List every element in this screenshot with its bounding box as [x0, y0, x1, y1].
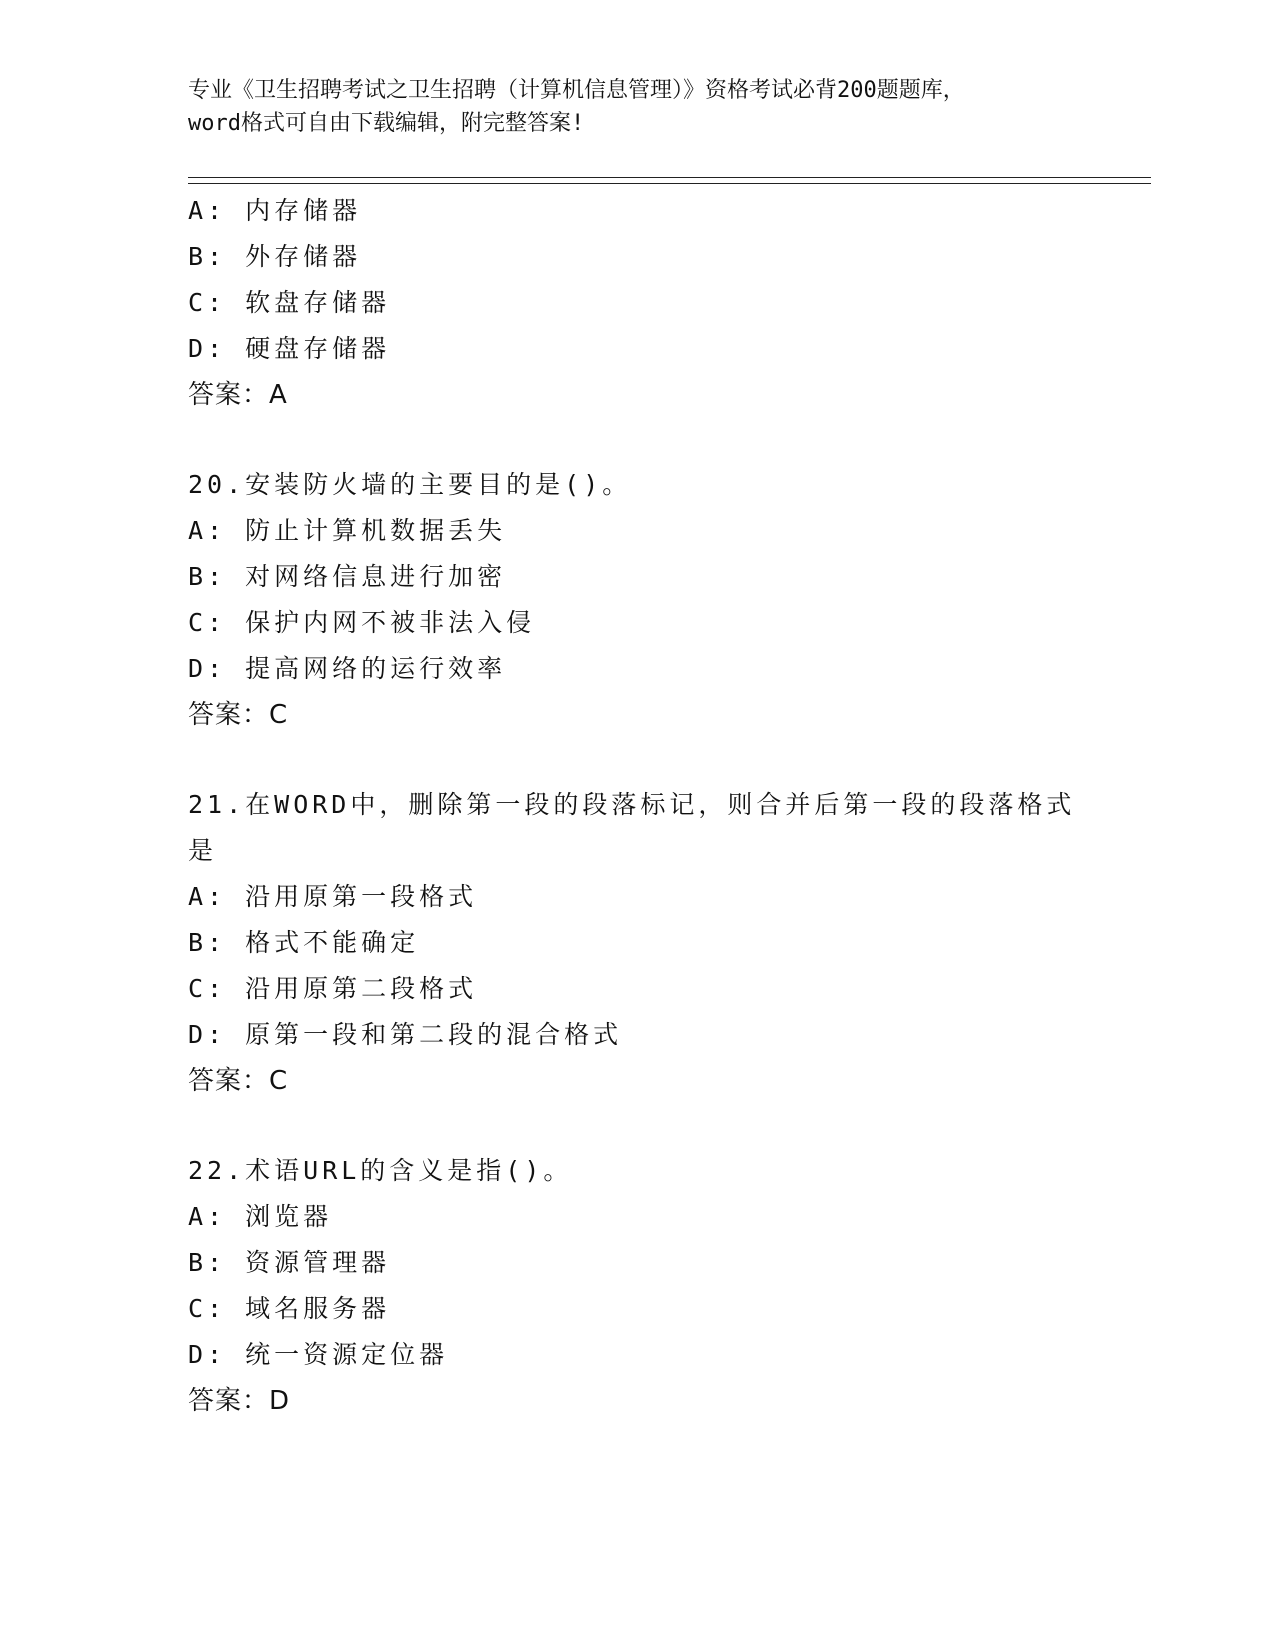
question-stem: 21.在WORD中，删除第一段的段落标记，则合并后第一段的段落格式: [188, 790, 1076, 819]
option-d: D: 统一资源定位器: [188, 1340, 449, 1369]
question-21: [188, 782, 1088, 1104]
answer: 答案：D: [188, 1386, 291, 1416]
option-c: C: 域名服务器: [188, 1294, 391, 1323]
question-19: [188, 188, 1088, 418]
question-stem-continued: 是: [188, 836, 218, 865]
option-a: A: 防止计算机数据丢失: [188, 516, 507, 545]
option-a: A: 浏览器: [188, 1202, 333, 1231]
option-c: C: 保护内网不被非法入侵: [188, 608, 536, 637]
question-list: [188, 188, 1088, 1424]
option-d: D: 原第一段和第二段的混合格式: [188, 1020, 623, 1049]
header-line-2: word格式可自由下载编辑，附完整答案!: [188, 111, 585, 136]
question-stem: 22.术语URL的含义是指()。: [188, 1156, 573, 1185]
document-header: [188, 74, 1088, 140]
answer: 答案：A: [188, 380, 288, 410]
option-c: C: 软盘存储器: [188, 288, 391, 317]
option-a: A: 沿用原第一段格式: [188, 882, 478, 911]
header-line-1: 专业《卫生招聘考试之卫生招聘（计算机信息管理）》资格考试必背200题题库，: [188, 78, 965, 103]
option-a: A: 内存储器: [188, 196, 362, 225]
option-b: B: 资源管理器: [188, 1248, 391, 1277]
option-d: D: 硬盘存储器: [188, 334, 391, 363]
answer: 答案：C: [188, 700, 289, 730]
answer: 答案：C: [188, 1066, 289, 1096]
header-divider-bottom: [188, 183, 1151, 184]
option-b: B: 格式不能确定: [188, 928, 420, 957]
option-b: B: 外存储器: [188, 242, 362, 271]
question-20: [188, 462, 1088, 738]
option-d: D: 提高网络的运行效率: [188, 654, 507, 683]
question-22: [188, 1148, 1088, 1424]
option-c: C: 沿用原第二段格式: [188, 974, 478, 1003]
question-stem: 20.安装防火墙的主要目的是()。: [188, 470, 632, 499]
header-divider-top: [188, 177, 1151, 178]
option-b: B: 对网络信息进行加密: [188, 562, 507, 591]
